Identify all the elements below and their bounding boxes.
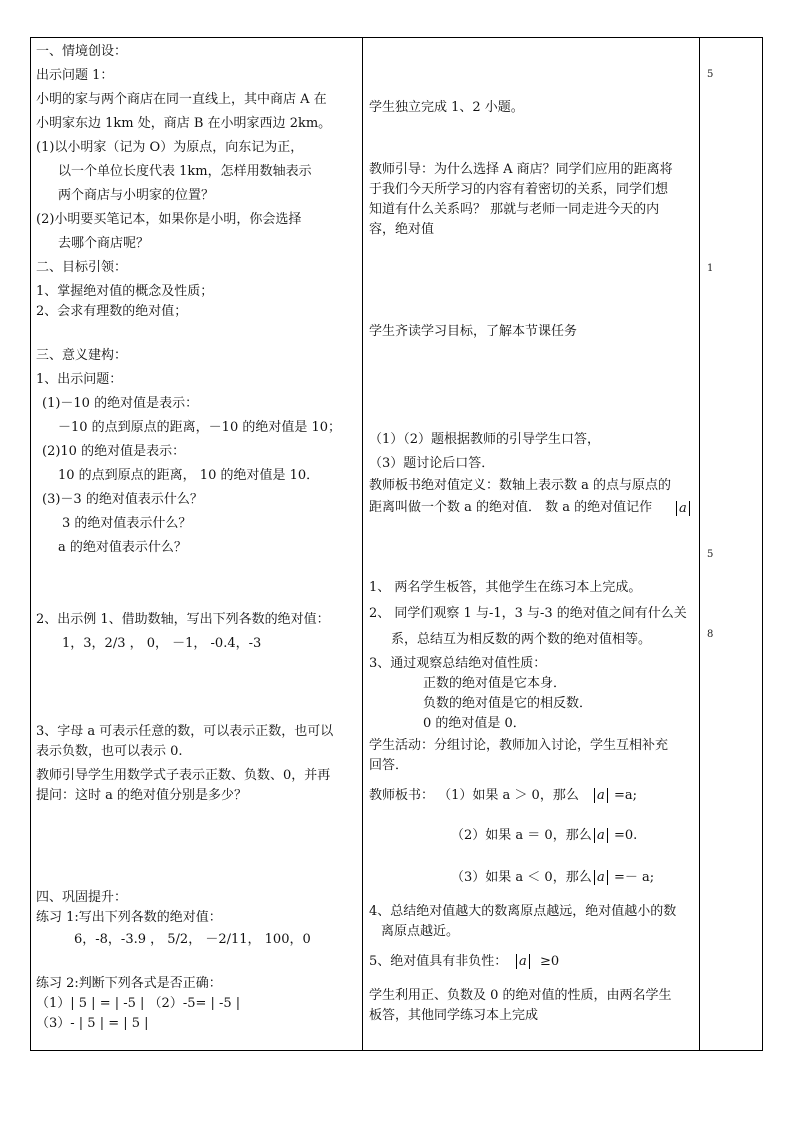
problem-title: 1、出示问题： [36, 372, 123, 387]
goal-item: 2、会求有理数的绝对值； [36, 304, 188, 319]
problem-text: －10 的点到原点的距离，－10 的绝对值是 10； [58, 420, 342, 435]
problem-text: a 的绝对值表示什么？ [58, 540, 187, 555]
board-case-1-result: =a; [614, 788, 638, 803]
activity-text: 学生独立完成 1、2 小题。 [369, 100, 524, 115]
activity-text: 4、总结绝对值越大的数离原点越远，绝对值越小的数 [369, 904, 677, 919]
abs-notation [516, 953, 530, 970]
problem-text: 表示负数，也可以表示 0. [36, 744, 183, 759]
activity-text: 离原点越近。 [381, 924, 460, 939]
table-border-bottom [30, 1050, 763, 1051]
definition-text: 距离叫做一个数 a 的绝对值． 数 a 的绝对值记作 [369, 500, 653, 515]
activity-text: 学生活动：分组讨论，教师加入讨论，学生互相补充 [369, 738, 669, 753]
time-value: 1 [707, 263, 714, 274]
problem-text: 10 的点到原点的距离， 10 的绝对值是 10． [58, 468, 320, 483]
activity-text: 知道有什么关系吗？ 那就与老师一同走进今天的内 [369, 202, 660, 217]
problem-text: 两个商店与小明家的位置？ [58, 188, 215, 203]
goal-item: 1、掌握绝对值的概念及性质； [36, 284, 214, 299]
nonnegativity-text: 5、绝对值具有非负性： [369, 954, 508, 969]
problem-title: 出示问题 1： [36, 68, 114, 83]
abs-notation [594, 869, 608, 886]
abs-notation [594, 827, 608, 844]
nonnegativity-result: ≥0 [540, 954, 560, 969]
column-divider-1 [362, 37, 363, 1051]
property-item: 负数的绝对值是它的相反数． [423, 696, 593, 711]
exercise-item: （1）| 5 | = | -5 | （2）-5= | -5 | [36, 996, 241, 1011]
abs-symbol: a [676, 501, 690, 516]
activity-text: 系，总结互为相反数的两个数的绝对值相等。 [391, 632, 652, 647]
column-divider-2 [699, 37, 700, 1051]
activity-text: 容，绝对值 [369, 222, 435, 237]
exercise-numbers: 6，-8，-3.9 ， 5/2， －2/11， 100，0 [74, 932, 311, 947]
board-case-1: 教师板书： （1）如果 a ＞ 0，那么 [369, 788, 579, 803]
abs-symbol: a [516, 954, 530, 969]
problem-text: 3 的绝对值表示什么？ [62, 516, 192, 531]
exercise-title: 练习 2:判断下列各式是否正确： [36, 976, 222, 991]
table-border-top [30, 37, 763, 38]
problem-text: 提问：这时 a 的绝对值分别是多少？ [36, 788, 248, 803]
exercise-item: （3）- | 5 | = | 5 | [36, 1016, 149, 1031]
example-title: 2、出示例 1、借助数轴，写出下列各数的绝对值： [36, 612, 330, 627]
table-border-left [30, 37, 31, 1051]
property-item: 0 的绝对值是 0． [423, 716, 526, 731]
board-case-2: （2）如果 a ＝ 0，那么 [451, 828, 592, 843]
problem-text: (1)－10 的绝对值是表示： [42, 396, 199, 411]
property-item: 正数的绝对值是它本身． [423, 676, 567, 691]
problem-text: 教师引导学生用数学式子表示正数、负数、0，并再 [36, 768, 331, 783]
section-heading: 三、意义建构： [36, 348, 128, 363]
problem-text: (3)－3 的绝对值表示什么？ [42, 492, 203, 507]
problem-text: 小明家东边 1km 处，商店 B 在小明家西边 2km。 [36, 116, 332, 131]
problem-text: (2)小明要买笔记本，如果你是小明，你会选择 [36, 212, 302, 227]
abs-symbol: a [594, 828, 608, 843]
board-case-3: （3）如果 a ＜ 0，那么 [451, 870, 592, 885]
activity-text: 于我们今天所学习的内容有着密切的关系，同学们想 [369, 182, 669, 197]
example-numbers: 1，3，2/3 ， 0， －1， -0.4，-3 [62, 636, 262, 651]
problem-text: (1)以小明家（记为 O）为原点，向东记为正， [36, 140, 304, 155]
abs-symbol: a [594, 788, 608, 803]
section-heading: 四、巩固提升： [36, 890, 128, 905]
abs-notation [676, 500, 690, 517]
table-border-right [762, 37, 763, 1051]
property-title: 3、通过观察总结绝对值性质： [369, 656, 547, 671]
time-value: 5 [707, 69, 714, 80]
problem-text: (2)10 的绝对值是表示： [42, 444, 186, 459]
time-value: 5 [707, 549, 714, 560]
problem-text: 以一个单位长度代表 1km，怎样用数轴表示 [58, 164, 312, 179]
problem-text: 小明的家与两个商店在同一直线上，其中商店 A 在 [36, 92, 327, 107]
activity-text: 学生利用正、负数及 0 的绝对值的性质，由两名学生 [369, 988, 672, 1003]
activity-text: （1）（2）题根据教师的引导学生口答， [369, 432, 601, 447]
board-case-3-result: =－ a; [614, 870, 655, 885]
definition-text: 教师板书绝对值定义：数轴上表示数 a 的点与原点的 [369, 478, 672, 493]
activity-text: 1、 两名学生板答，其他学生在练习本上完成。 [369, 580, 642, 595]
problem-text: 3、字母 a 可表示任意的数，可以表示正数，也可以 [36, 724, 334, 739]
board-case-2-result: =0. [614, 828, 638, 843]
problem-text: 去哪个商店呢？ [58, 236, 150, 251]
activity-text: 回答． [369, 758, 409, 773]
exercise-title: 练习 1:写出下列各数的绝对值： [36, 910, 222, 925]
time-value: 8 [707, 629, 714, 640]
section-heading: 一、情境创设： [36, 44, 128, 59]
activity-text: 2、 同学们观察 1 与-1，3 与-3 的绝对值之间有什么关 [369, 606, 687, 621]
abs-symbol: a [594, 870, 608, 885]
activity-text: （3）题讨论后口答． [369, 456, 495, 471]
activity-text: 板答，其他同学练习本上完成 [369, 1008, 539, 1023]
activity-text: 学生齐读学习目标，了解本节课任务 [369, 324, 578, 339]
activity-text: 教师引导：为什么选择 A 商店？同学们应用的距离将 [369, 162, 673, 177]
section-heading: 二、目标引领： [36, 260, 128, 275]
abs-notation [594, 787, 608, 804]
